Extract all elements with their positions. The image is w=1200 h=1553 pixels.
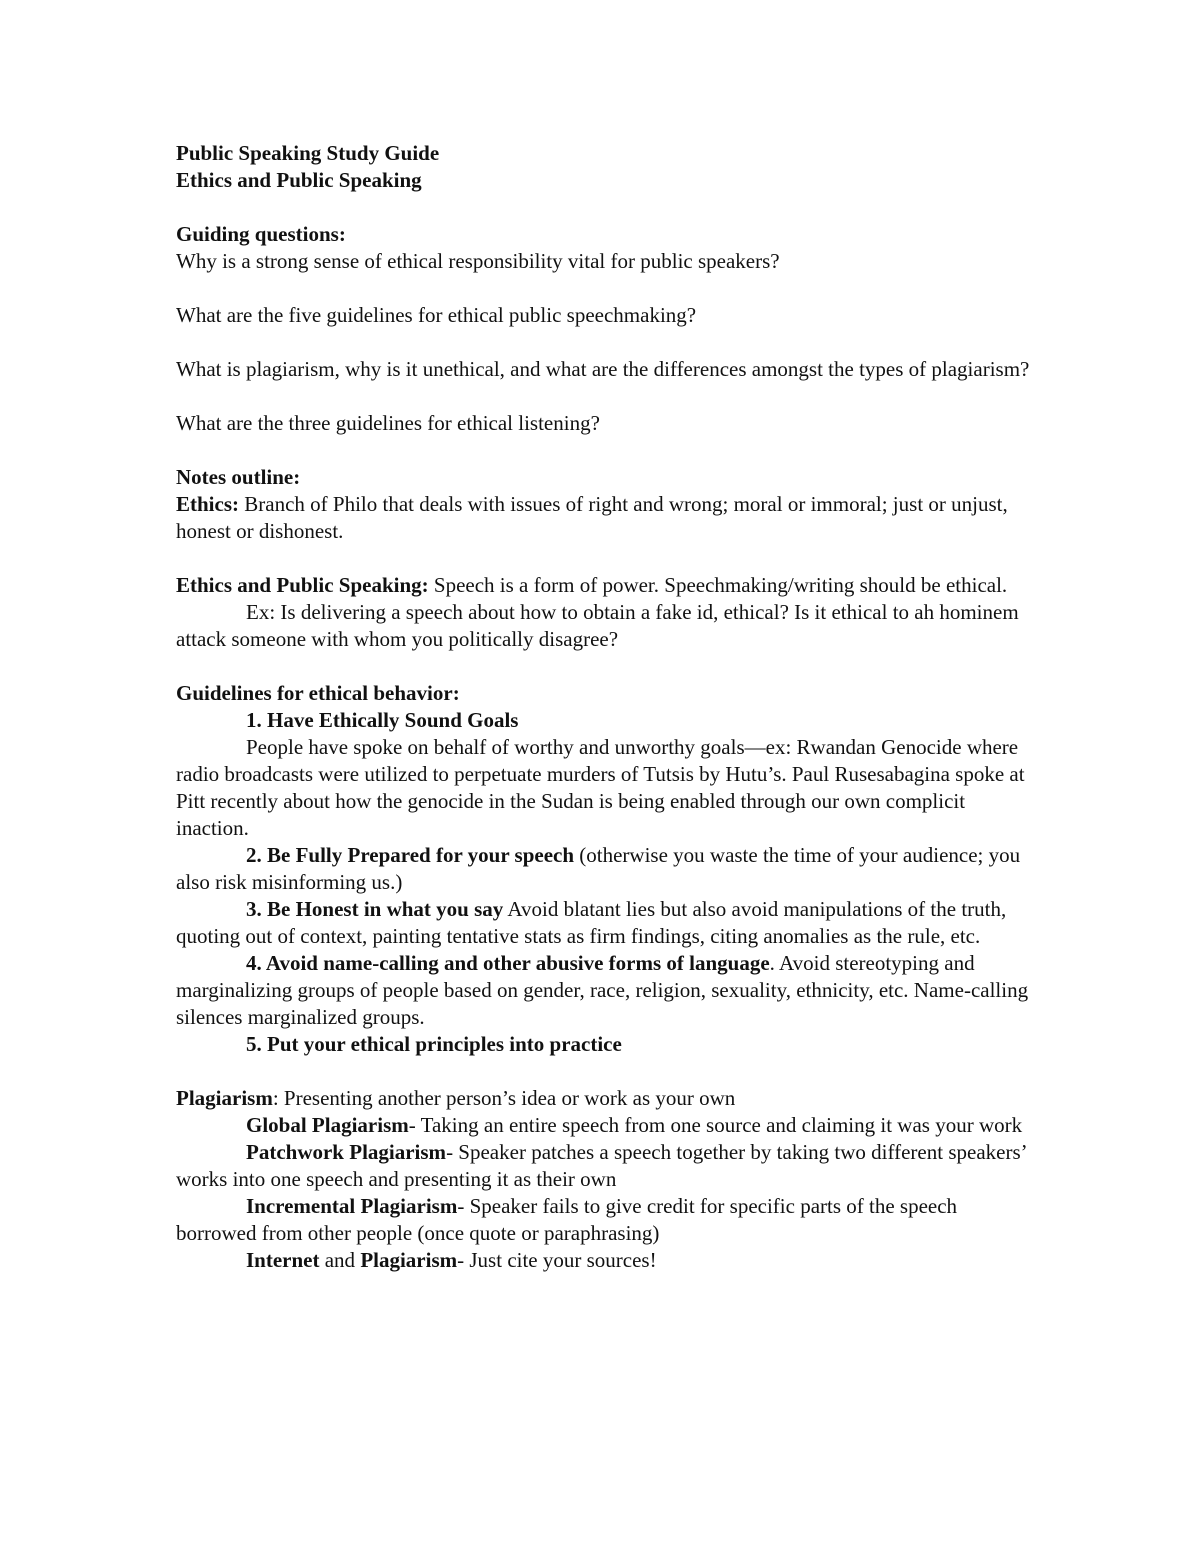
guiding-question-1: Why is a strong sense of ethical responsibility vital for public speakers? — [176, 249, 780, 273]
notes-heading: Notes outline: — [176, 465, 301, 489]
guiding-question-3: What is plagiarism, why is it unethical, and what are the differences amongst the types of plagiarism? — [176, 357, 1030, 381]
spacer — [176, 653, 1036, 680]
ethics-example: Ex: Is delivering a speech about how to obtain a fake id, ethical? Is it ethical to ah hominem attack someone with whom you politically disagree? — [176, 600, 1019, 651]
spacer — [176, 275, 1036, 302]
spacer — [176, 383, 1036, 410]
guideline-3: 3. Be Honest in what you say Avoid blatant lies but also avoid manipulations of the truth, quoting out of context, painting tentative stats as firm findings, citing anomalies as the rule, etc. — [176, 897, 1007, 948]
guideline-1-title: 1. Have Ethically Sound Goals — [246, 708, 519, 732]
internet-plagiarism: Internet and Plagiarism- Just cite your sources! — [246, 1248, 657, 1272]
spacer — [176, 329, 1036, 356]
spacer — [176, 437, 1036, 464]
spacer — [176, 1058, 1036, 1085]
guiding-question-2: What are the five guidelines for ethical public speechmaking? — [176, 303, 697, 327]
patchwork-plagiarism: Patchwork Plagiarism- Speaker patches a speech together by taking two different speakers’ works into one speech and presenting it as their own — [176, 1140, 1027, 1191]
global-plagiarism: Global Plagiarism- Taking an entire speech from one source and claiming it was your work — [246, 1113, 1023, 1137]
spacer — [176, 194, 1036, 221]
doc-title: Public Speaking Study Guide — [176, 141, 440, 165]
ethics-public-speaking-definition: Ethics and Public Speaking: Speech is a form of power. Speechmaking/writing should be ethical. — [176, 573, 1008, 597]
guiding-question-4: What are the three guidelines for ethical listening? — [176, 411, 600, 435]
ethics-definition: Ethics: Branch of Philo that deals with issues of right and wrong; moral or immoral; just or unjust, honest or dishonest. — [176, 492, 1008, 543]
incremental-plagiarism: Incremental Plagiarism- Speaker fails to give credit for specific parts of the speech borrowed from other people (once quote or paraphrasing) — [176, 1194, 958, 1245]
guideline-1-text: People have spoke on behalf of worthy and unworthy goals—ex: Rwandan Genocide where radio broadcasts were utilized to perpetuate murders of Tutsis by Hutu’s. Paul Rusesabagina spoke at Pitt recently about how the genocide in the Sudan is being enabled through our own complicit inaction. — [176, 735, 1025, 840]
guideline-5: 5. Put your ethical principles into practice — [246, 1032, 622, 1056]
spacer — [176, 545, 1036, 572]
document-page — [176, 140, 1036, 1274]
guidelines-heading: Guidelines for ethical behavior: — [176, 681, 460, 705]
guideline-2: 2. Be Fully Prepared for your speech (otherwise you waste the time of your audience; you also risk misinforming us.) — [176, 843, 1021, 894]
guideline-4: 4. Avoid name-calling and other abusive forms of language. Avoid stereotyping and marginalizing groups of people based on gender, race, religion, sexuality, ethnicity, etc. Name-calling silences marginalized groups. — [176, 951, 1029, 1029]
guiding-heading: Guiding questions: — [176, 222, 346, 246]
plagiarism-definition: Plagiarism: Presenting another person’s idea or work as your own — [176, 1086, 736, 1110]
doc-subtitle: Ethics and Public Speaking — [176, 168, 422, 192]
